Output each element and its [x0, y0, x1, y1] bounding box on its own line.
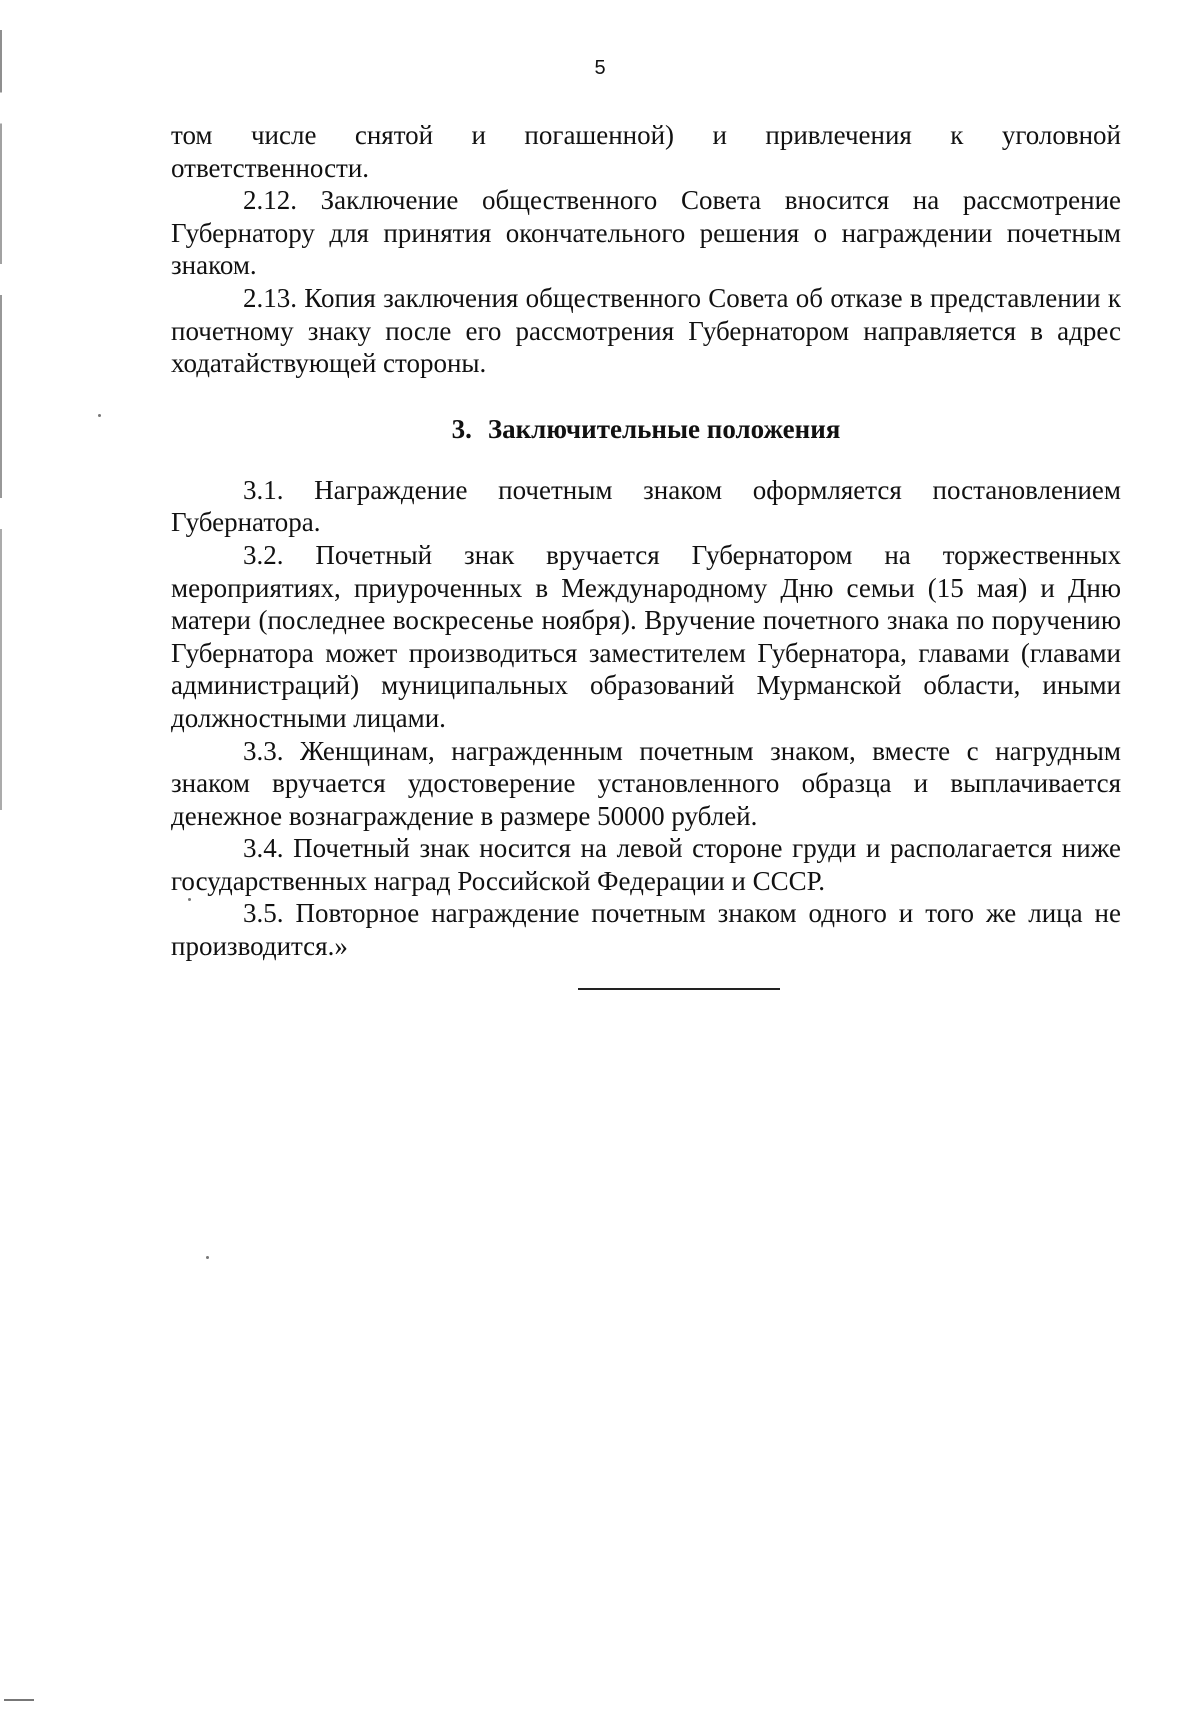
scan-edge-artifact	[0, 30, 2, 810]
document-body	[171, 119, 1121, 963]
closing-rule	[578, 988, 780, 990]
paragraph-2-12: 2.12. Заключение общественного Совета вносится на рассмотрение Губернатору для принятия окончательного решения о награждении почетным знаком.	[171, 185, 1121, 281]
scan-footer-mark	[4, 1699, 34, 1701]
paragraph-continuation-line: том числе снятой и погашенной) и привлечения к уголовной	[171, 120, 1121, 150]
paragraph-3-5: 3.5. Повторное награждение почетным знаком одного и того же лица не производится.»	[171, 898, 1121, 962]
section-heading	[171, 413, 1121, 445]
paragraph-continuation-end: ответственности.	[171, 152, 370, 183]
paragraph-2-13: 2.13. Копия заключения общественного Совета об отказе в представлении к почетному знаку после его рассмотрения Губернатором направляется в адрес ходатайствующей стороны.	[171, 282, 1121, 379]
scan-speck	[206, 1256, 209, 1259]
scan-speck	[98, 414, 101, 417]
paragraph-3-1: 3.1. Награждение почетным знаком оформляется постановлением Губернатора.	[171, 474, 1121, 538]
paragraph-3-2: 3.2. Почетный знак вручается Губернатором на торжественных мероприятиях, приуроченных в Международному Дню семьи (15 мая) и Дню матери (последнее воскресенье ноября). Вручение почетного знака по поручению Губернатора может производиться заместителем Губернатора, главами (главами администраций) муниципальных образований Мурманской области, иными должностными лицами.	[171, 539, 1121, 733]
section-number: 3.	[451, 413, 472, 444]
page-number: 5	[594, 57, 606, 79]
paragraph-3-3: 3.3. Женщинам, награжденным почетным знаком, вместе с нагрудным знаком вручается удостоверение установленного образца и выплачивается денежное вознаграждение в размере 50000 рублей.	[171, 735, 1121, 831]
section-title: Заключительные положения	[487, 413, 841, 444]
scan-speck	[188, 898, 191, 901]
paragraph-3-4: 3.4. Почетный знак носится на левой стороне груди и располагается ниже государственных наград Российской Федерации и СССР.	[171, 833, 1121, 896]
